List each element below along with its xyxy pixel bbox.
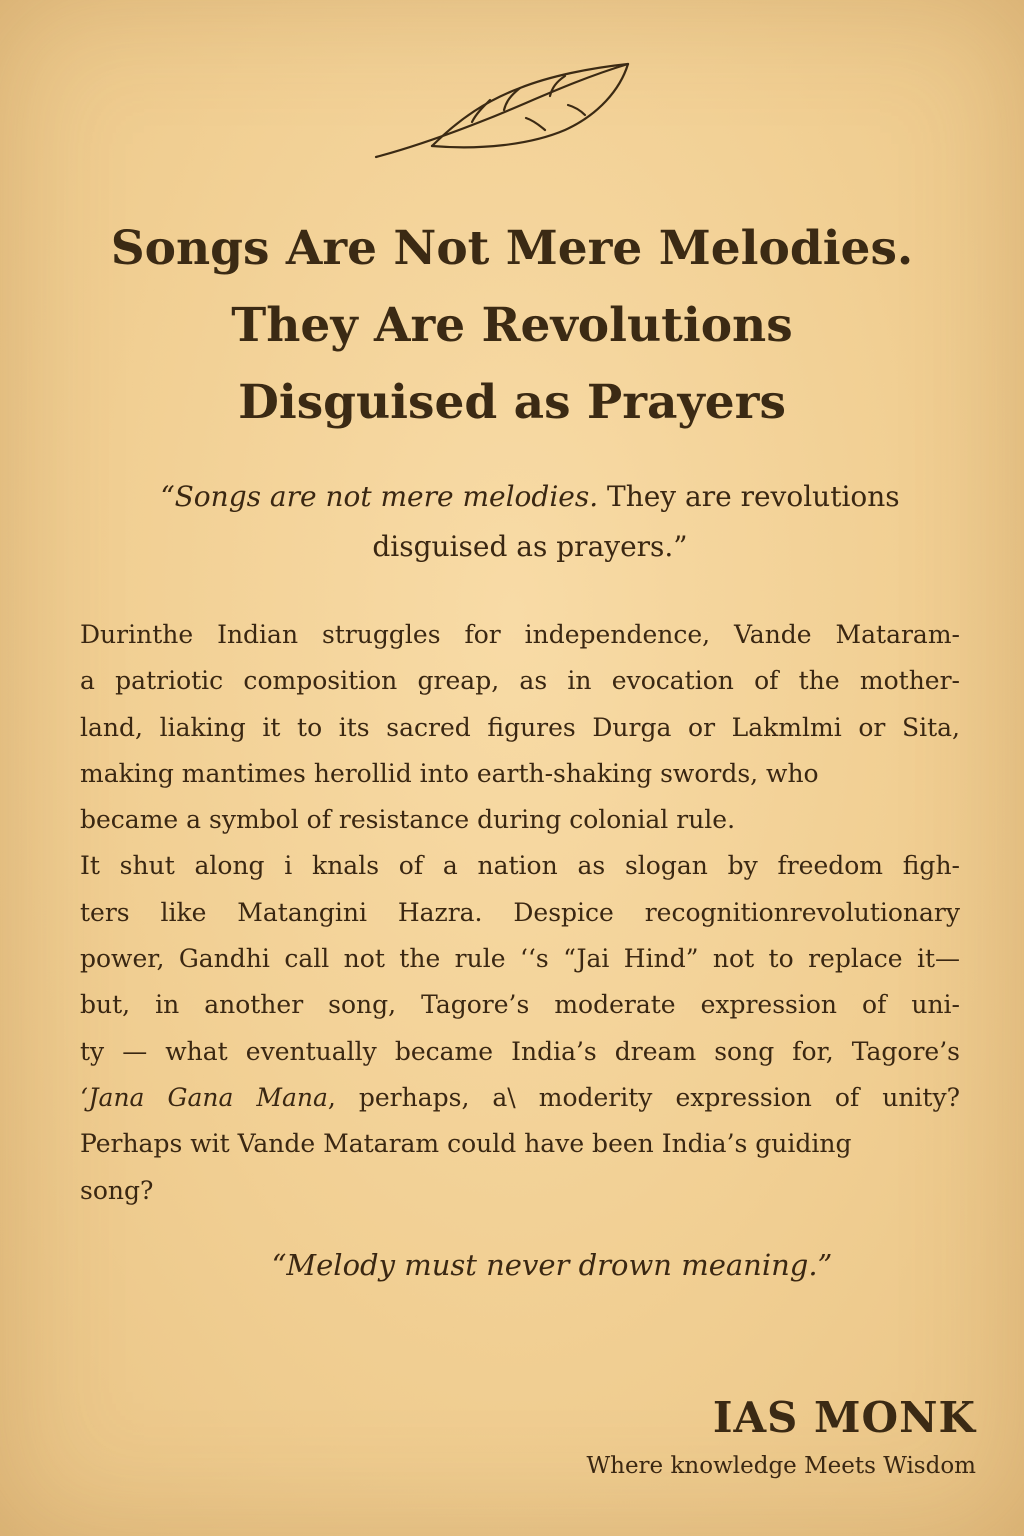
title-line-2: They Are Revolutions [231, 298, 793, 353]
body-line [80, 1075, 960, 1121]
epigraph-line-1 [90, 472, 970, 522]
brand-signature [586, 1390, 976, 1486]
feather-icon [370, 60, 635, 160]
body-line: Perhaps wit Vande Mataram could have been India’s guiding [80, 1129, 852, 1159]
body-line: Durinthe Indian struggles for independence, Vande Mataram- [80, 620, 960, 649]
epigraph-quote [90, 472, 970, 572]
song-title-jana-gana-mana: ‘Jana Gana Mana [80, 1082, 328, 1112]
epigraph-rest: They are revolutions [598, 480, 900, 513]
body-paragraph [80, 612, 960, 1214]
brand-tagline: Where knowledge Meets Wisdom [586, 1453, 976, 1479]
body-line: a patriotic composition greap, as in evocation of the mother- [80, 666, 960, 696]
body-line: It shut along i knals of a nation as slogan by freedom figh- [80, 851, 960, 881]
epigraph-italic: “Songs are not mere melodies. [160, 480, 599, 513]
body-line: ty — what eventually became India’s dream song for, Tagore’s [80, 1036, 960, 1066]
body-line: ters like Matangini Hazra. Despice recognitionrevolutionary [80, 897, 960, 927]
body-line: song? [80, 1175, 154, 1205]
title-line-3: Disguised as Prayers [238, 375, 786, 430]
title-line-1: Songs Are Not Mere Melodies. [110, 221, 914, 276]
body-line: power, Gandhi call not the rule ‘‘s “Jai Hind” not to replace it— [80, 944, 960, 974]
closing-quote: “Melody must never drown meaning.” [271, 1248, 833, 1282]
body-line: making mantimes herollid into earth-shaking swords, who [80, 758, 819, 788]
body-line: but, in another song, Tagore’s moderate expression of uni- [80, 990, 960, 1020]
body-line-rest: , perhaps, a\ moderity expression of unity? [327, 1082, 960, 1112]
page-title [0, 210, 1024, 441]
epigraph-line-2: disguised as prayers.” [372, 530, 688, 563]
body-line: land, liaking it to its sacred figures Durga or Lakmlmi or Sita, [80, 712, 960, 742]
body-line: became a symbol of resistance during colonial rule. [80, 805, 736, 835]
brand-name: IAS MONK [712, 1393, 976, 1442]
